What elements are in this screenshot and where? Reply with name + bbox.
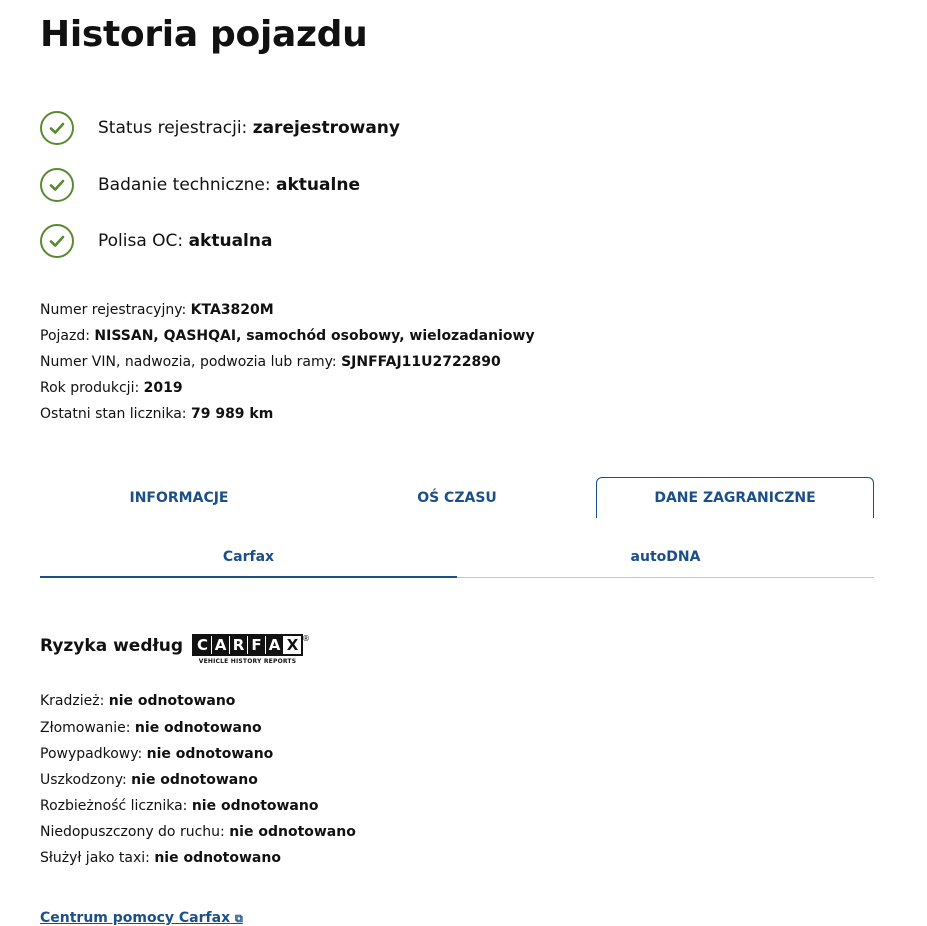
carfax-letter: R — [230, 636, 248, 654]
info-label: Numer VIN, nadwozia, podwozia lub ramy: — [40, 354, 342, 370]
status-value: aktualne — [276, 175, 360, 195]
status-label: Polisa OC: — [98, 231, 189, 251]
carfax-tagline: VEHICLE HISTORY REPORTS — [198, 658, 297, 665]
info-label: Pojazd: — [40, 328, 95, 344]
carfax-wordmark — [192, 634, 303, 656]
registered-mark: ® — [302, 634, 310, 643]
status-value: zarejestrowany — [252, 118, 400, 138]
main-tabs — [40, 477, 874, 518]
info-value: 79 989 km — [190, 406, 274, 422]
check-circle-icon — [40, 224, 74, 258]
carfax-logo — [192, 634, 303, 665]
risk-label: Kradzież: — [40, 693, 109, 709]
risk-value: nie odnotowano — [146, 746, 274, 762]
help-link-label: Centrum pomocy Carfax — [40, 910, 231, 926]
tab-dane-zagraniczne[interactable]: DANE ZAGRANICZNE — [596, 477, 874, 518]
carfax-letter: A — [266, 636, 284, 654]
risk-value: nie odnotowano — [191, 798, 319, 814]
carfax-letter: X — [284, 636, 301, 654]
info-odometer — [40, 406, 273, 422]
risk-label: Rozbieżność licznika: — [40, 798, 192, 814]
tab-os-czasu[interactable]: OŚ CZASU — [417, 489, 497, 506]
info-vin — [40, 354, 501, 370]
info-production-year — [40, 380, 183, 396]
info-label: Numer rejestracyjny: — [40, 302, 191, 318]
risk-item-accident — [40, 746, 273, 762]
page-title: Historia pojazdu — [40, 14, 368, 55]
risk-title: Ryzyka według — [40, 636, 184, 656]
risk-label: Niedopuszczony do ruchu: — [40, 824, 230, 840]
risk-label: Służył jako taxi: — [40, 850, 155, 866]
status-inspection — [40, 168, 360, 202]
check-circle-icon — [40, 168, 74, 202]
risk-item-theft — [40, 693, 235, 709]
risk-item-odometer-discrepancy — [40, 798, 318, 814]
risk-label: Powypadkowy: — [40, 746, 147, 762]
carfax-letter: A — [212, 636, 230, 654]
risk-item-not-roadworthy — [40, 824, 356, 840]
info-vehicle — [40, 328, 535, 344]
subtab-autodna[interactable]: autoDNA — [630, 549, 701, 565]
risk-item-taxi — [40, 850, 281, 866]
status-label: Status rejestracji: — [98, 118, 253, 138]
risk-value: nie odnotowano — [131, 772, 258, 788]
risk-value: nie odnotowano — [108, 693, 236, 709]
sub-tabs — [40, 538, 874, 578]
risk-label: Uszkodzony: — [40, 772, 132, 788]
carfax-letter: C — [194, 636, 212, 654]
info-value: 2019 — [143, 380, 183, 396]
risk-item-scrapped — [40, 720, 262, 736]
risk-value: nie odnotowano — [154, 850, 281, 866]
info-label: Ostatni stan licznika: — [40, 406, 191, 422]
info-value: KTA3820M — [190, 302, 274, 318]
carfax-help-link[interactable] — [40, 910, 243, 926]
info-registration-number — [40, 302, 274, 318]
status-label: Badanie techniczne: — [98, 175, 277, 195]
subtab-carfax[interactable]: Carfax — [222, 549, 275, 565]
risk-item-damaged — [40, 772, 258, 788]
carfax-letter: F — [248, 636, 266, 654]
risk-label: Złomowanie: — [40, 720, 135, 736]
info-value: SJNFFAJ11U2722890 — [341, 354, 501, 370]
risk-value: nie odnotowano — [229, 824, 356, 840]
status-value: aktualna — [188, 231, 273, 251]
info-value: NISSAN, QASHQAI, samochód osobowy, wielozadaniowy — [94, 328, 535, 344]
status-insurance — [40, 224, 272, 258]
check-circle-icon — [40, 111, 74, 145]
risk-value: nie odnotowano — [134, 720, 262, 736]
info-label: Rok produkcji: — [40, 380, 144, 396]
external-link-icon: ⧉ — [234, 912, 243, 925]
status-registration — [40, 111, 400, 145]
tab-informacje[interactable]: INFORMACJE — [129, 489, 229, 506]
subtab-active-indicator — [40, 576, 457, 578]
